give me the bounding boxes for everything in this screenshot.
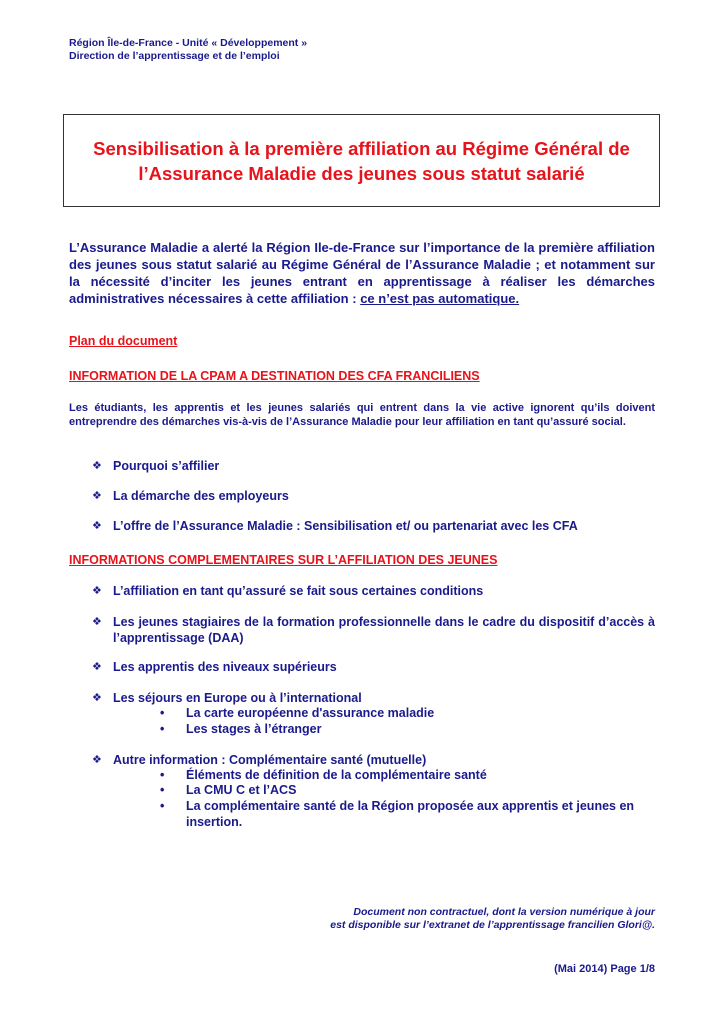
section1-paragraph: Les étudiants, les apprentis et les jeunes salariés qui entrent dans la vie active ignorent qu’ils doivent entreprendre des démarches vis-à-vis de l’Assurance Maladie pour leur affiliation en tant qu’assuré social. xyxy=(69,402,655,428)
list-item xyxy=(92,518,655,534)
list-item-text: Pourquoi s’affilier xyxy=(113,459,220,473)
diamond-bullet-icon: ❖ xyxy=(92,460,102,472)
sub-list-item-text: Les stages à l’étranger xyxy=(186,722,322,736)
footer-note xyxy=(330,906,655,932)
bullet-dot-icon: • xyxy=(160,722,165,736)
diamond-bullet-icon: ❖ xyxy=(92,661,102,673)
title-box xyxy=(63,114,660,207)
sub-list-item-text: La CMU C et l’ACS xyxy=(186,783,297,797)
list-item-text: Les jeunes stagiaires de la formation professionnelle dans le cadre du dispositif d’accès à l’apprentissage (DAA) xyxy=(113,615,655,645)
section2-heading: INFORMATIONS COMPLEMENTAIRES SUR L’AFFILIATION DES JEUNES xyxy=(69,553,498,567)
list-item xyxy=(92,458,655,474)
diamond-bullet-icon: ❖ xyxy=(92,520,102,532)
list-item-text: Autre information : Complémentaire santé (mutuelle) xyxy=(113,753,427,767)
bullet-dot-icon: • xyxy=(160,706,165,720)
sub-list-item xyxy=(160,768,655,784)
bullet-dot-icon: • xyxy=(160,799,165,813)
diamond-bullet-icon: ❖ xyxy=(92,692,102,704)
list-item-text: Les séjours en Europe ou à l’international xyxy=(113,691,362,705)
list-item xyxy=(92,690,655,706)
list-item-text: L’offre de l’Assurance Maladie : Sensibilisation et/ ou partenariat avec les CFA xyxy=(113,519,578,533)
list-item xyxy=(92,752,655,768)
document-title: Sensibilisation à la première affiliation au Régime Général de l’Assurance Maladie des jeunes sous statut salarié xyxy=(93,137,630,184)
diamond-bullet-icon: ❖ xyxy=(92,616,102,628)
bullet-dot-icon: • xyxy=(160,783,165,797)
sub-list-item-text: La carte européenne d'assurance maladie xyxy=(186,706,435,720)
list-item xyxy=(92,614,655,646)
header-line-2: Direction de l’apprentissage et de l’emploi xyxy=(69,50,280,62)
sub-list-item xyxy=(160,722,655,738)
sub-list-item xyxy=(160,799,655,830)
footer-note-line-2: est disponible sur l’extranet de l’apprentissage francilien Glori@. xyxy=(330,919,655,931)
header-line-1: Région Île-de-France - Unité « Développement » xyxy=(69,37,308,49)
footer-note-line-1: Document non contractuel, dont la version numérique à jour xyxy=(353,906,655,918)
list-item-text: La démarche des employeurs xyxy=(113,489,289,503)
list-item-text: L’affiliation en tant qu’assuré se fait sous certaines conditions xyxy=(113,584,484,598)
bullet-dot-icon: • xyxy=(160,768,165,782)
list-item xyxy=(92,583,655,599)
list-item xyxy=(92,659,655,675)
sub-list-item-text: Éléments de définition de la complémentaire santé xyxy=(186,768,487,782)
diamond-bullet-icon: ❖ xyxy=(92,585,102,597)
intro-paragraph xyxy=(69,239,655,307)
sub-list-item xyxy=(160,706,655,722)
plan-heading: Plan du document xyxy=(69,334,178,348)
list-item xyxy=(92,488,655,504)
list-item-text: Les apprentis des niveaux supérieurs xyxy=(113,660,337,674)
section1-heading: INFORMATION DE LA CPAM A DESTINATION DES CFA FRANCILIENS xyxy=(69,369,480,383)
sub-list-item xyxy=(160,783,655,799)
diamond-bullet-icon: ❖ xyxy=(92,490,102,502)
diamond-bullet-icon: ❖ xyxy=(92,754,102,766)
intro-text: L’Assurance Maladie a alerté la Région Ile-de-France sur l’importance de la première affiliation des jeunes sous statut salarié au Régime Général de l’Assurance Maladie ; et notamment sur la nécessité d’inciter les jeunes entrant en apprentissage à réaliser les démarches administratives nécessaires à cette affiliation : xyxy=(69,240,655,306)
intro-underlined: ce n’est pas automatique. xyxy=(360,291,520,306)
page-number: (Mai 2014) Page 1/8 xyxy=(554,963,655,975)
sub-list-item-text: La complémentaire santé de la Région proposée aux apprentis et jeunes en insertion. xyxy=(186,799,635,829)
page-header xyxy=(69,37,307,63)
